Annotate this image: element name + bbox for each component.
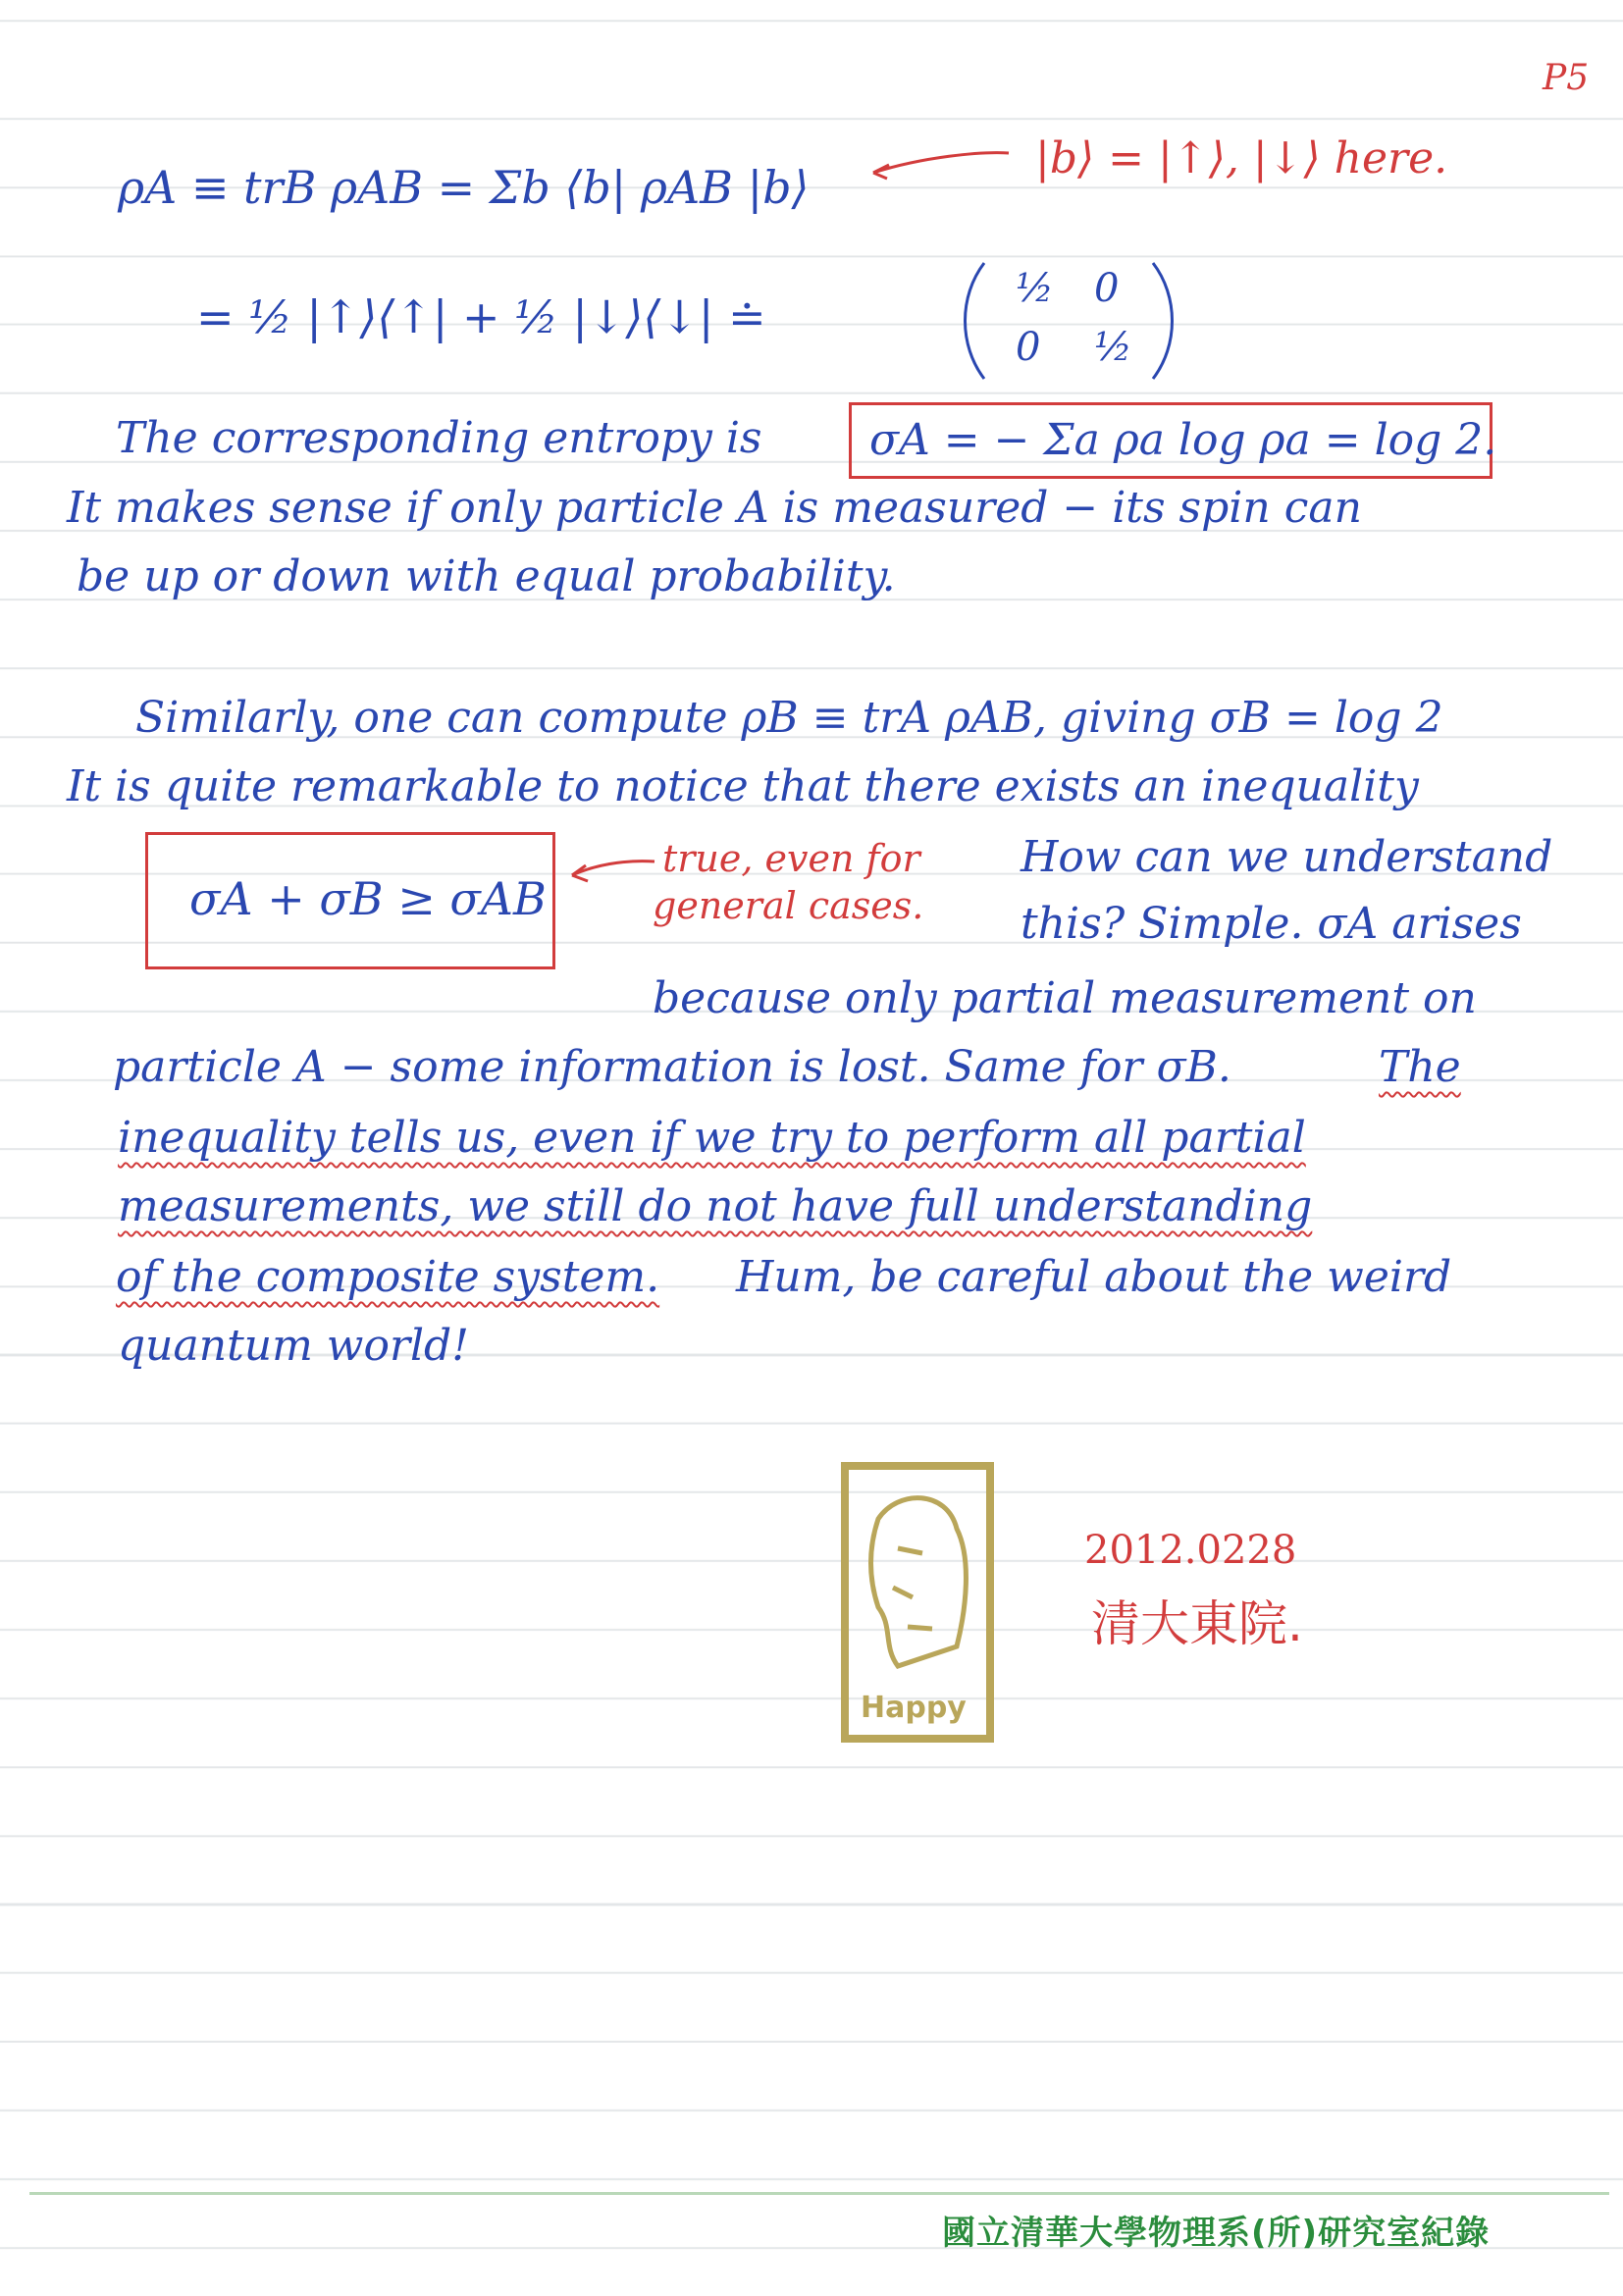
entropy-formula: σA = − Σa ρa log ρa = log 2. — [869, 415, 1497, 465]
footer-rule — [29, 2192, 1609, 2195]
inequality-note-1: true, even for — [662, 837, 920, 880]
inequality-arrow-icon — [564, 852, 657, 891]
entropy-box — [849, 402, 1497, 479]
footer-label: 國立清華大學物理系(所)研究室紀錄 — [942, 2214, 1491, 2253]
text-line-11: quantum world! — [118, 1321, 469, 1371]
reduced-density-equation: ρA ≡ trB ρAB = Σb ⟨b| ρAB |b⟩ — [118, 161, 810, 214]
inequality-note-2: general cases. — [653, 884, 924, 927]
basis-note: |b⟩ = |↑⟩, |↓⟩ here. — [1035, 133, 1448, 183]
matrix-cell-21: 0 — [1016, 325, 1041, 370]
text-line-5: It is quite remarkable to notice that there exists an inequality — [67, 761, 1419, 811]
text-line-6: because only partial measurement on — [653, 973, 1477, 1023]
note-arrow-icon — [864, 147, 1011, 186]
matrix-brackets-icon — [957, 257, 1182, 385]
text-line-10a: of the composite system. — [116, 1252, 660, 1302]
entropy-intro: The corresponding entropy is — [116, 413, 762, 463]
text-line-8: inequality tells us, even if we try to perform all partial — [118, 1113, 1306, 1163]
text-line-7a: particle A − some information is lost. Same for σB. — [113, 1042, 1231, 1092]
inequality-formula: σA + σB ≥ σAB — [189, 872, 547, 925]
matrix-cell-11: ½ — [1016, 266, 1054, 311]
signature-place: 清大東院. — [1091, 1595, 1303, 1652]
text-line-3: be up or down with equal probability. — [77, 551, 896, 601]
text-line-7b: The — [1379, 1042, 1461, 1092]
inequality-box — [145, 832, 555, 969]
text-line-2: It makes sense if only particle A is measured − its spin can — [67, 483, 1362, 533]
expansion-equation: = ½ |↑⟩⟨↑| + ½ |↓⟩⟨↓| ≐ — [196, 290, 766, 343]
matrix-cell-22: ½ — [1094, 325, 1132, 370]
text-line-9: measurements, we still do not have full understanding — [118, 1181, 1313, 1231]
page-number: P5 — [1543, 58, 1590, 98]
stamp-text: Happy — [861, 1691, 967, 1725]
density-matrix — [957, 257, 1182, 385]
side-line-2: this? Simple. σA arises — [1021, 899, 1522, 949]
text-line-10b: Hum, be careful about the weird — [736, 1252, 1452, 1302]
text-line-4: Similarly, one can compute ρB ≡ trA ρAB, giving σB = log 2 — [135, 693, 1443, 743]
signature-date: 2012.0228 — [1084, 1528, 1297, 1573]
happy-stamp — [839, 1460, 996, 1745]
side-line-1: How can we understand — [1021, 832, 1553, 882]
matrix-cell-12: 0 — [1094, 266, 1120, 311]
